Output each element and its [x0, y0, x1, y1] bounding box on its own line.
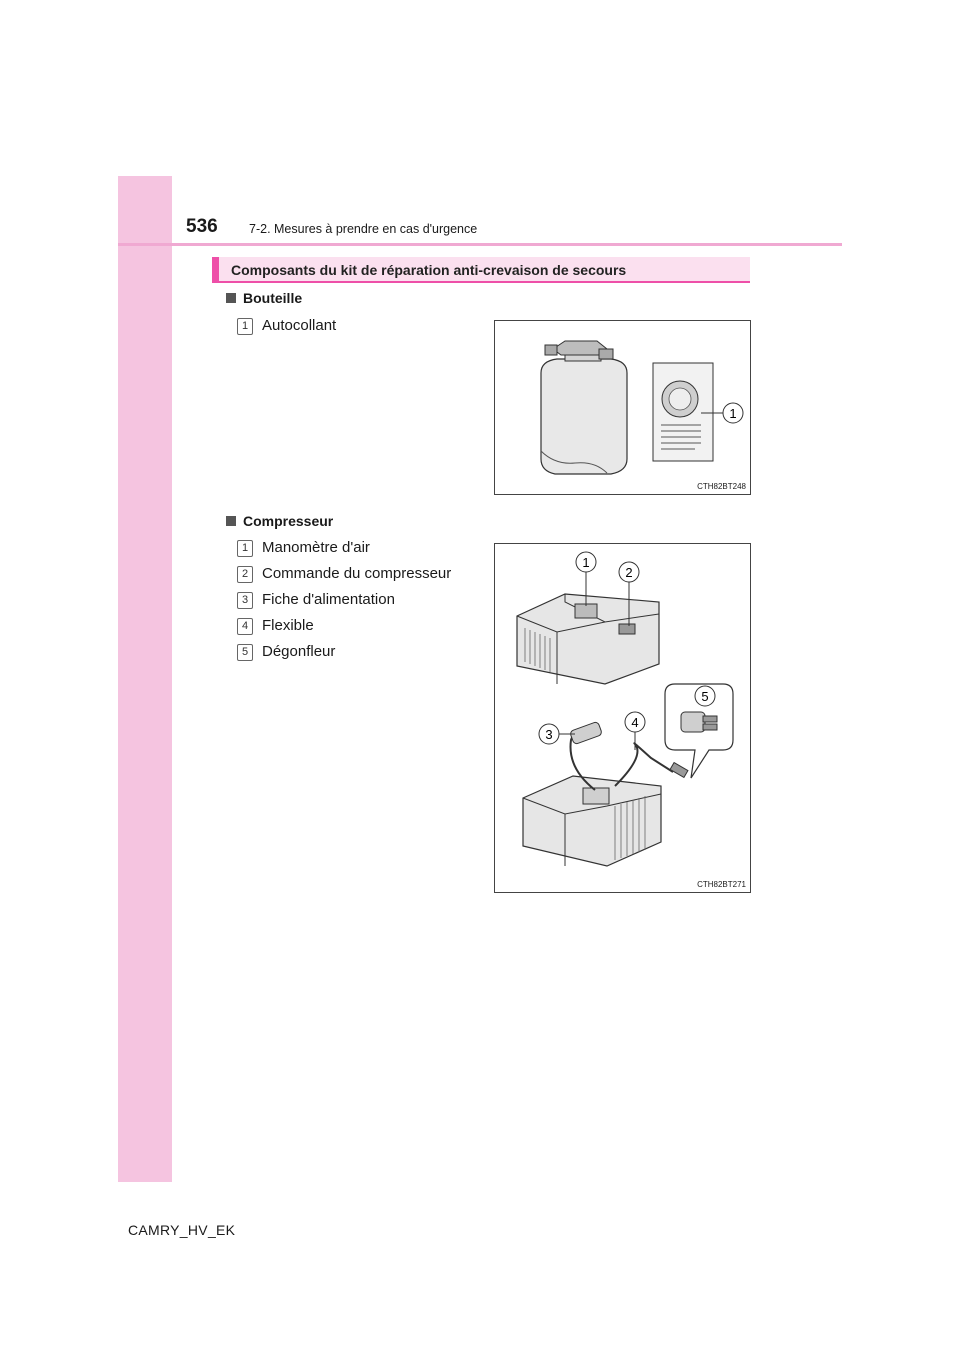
chapter-sidebar-tab	[118, 176, 172, 1182]
list-item	[237, 617, 314, 635]
bottle-illustration	[495, 321, 750, 494]
compressor-illustration	[495, 544, 750, 892]
callout-4: 4	[631, 715, 639, 730]
compressor-heading: Compresseur	[226, 513, 333, 529]
item-number: 1	[237, 540, 253, 557]
callout-1: 1	[582, 555, 590, 570]
item-number: 3	[237, 592, 253, 609]
list-item	[237, 591, 395, 609]
item-number: 2	[237, 566, 253, 583]
item-label: Fiche d'alimentation	[262, 591, 395, 608]
callout-1: 1	[729, 406, 737, 421]
item-label: Manomètre d'air	[262, 539, 370, 556]
list-item	[237, 565, 451, 583]
bottle-figure	[494, 320, 751, 495]
item-label: Flexible	[262, 617, 314, 634]
page-number: 536	[186, 216, 218, 237]
square-bullet-icon	[226, 293, 236, 303]
callout-2: 2	[625, 565, 633, 580]
figure-code: CTH82BT271	[697, 880, 746, 889]
item-label: Commande du compresseur	[262, 565, 452, 582]
item-label: Dégonfleur	[262, 643, 336, 660]
compressor-figure	[494, 543, 751, 893]
callout-5: 5	[701, 689, 709, 704]
banner-title: Composants du kit de réparation anti-crevaison de secours	[231, 262, 627, 278]
section-banner	[212, 257, 750, 283]
callout-3: 3	[545, 727, 553, 742]
figure-code: CTH82BT248	[697, 482, 746, 491]
item-label: Autocollant	[262, 317, 337, 334]
item-number: 1	[237, 318, 253, 335]
list-item	[237, 317, 336, 335]
item-number: 4	[237, 618, 253, 635]
list-item	[237, 539, 370, 557]
bottle-heading: Bouteille	[226, 290, 302, 306]
footer-model-code: CAMRY_HV_EK	[128, 1222, 236, 1238]
item-number: 5	[237, 644, 253, 661]
list-item	[237, 643, 335, 661]
section-title: 7-2. Mesures à prendre en cas d'urgence	[249, 222, 478, 236]
square-bullet-icon	[226, 516, 236, 526]
header-divider	[118, 243, 842, 246]
